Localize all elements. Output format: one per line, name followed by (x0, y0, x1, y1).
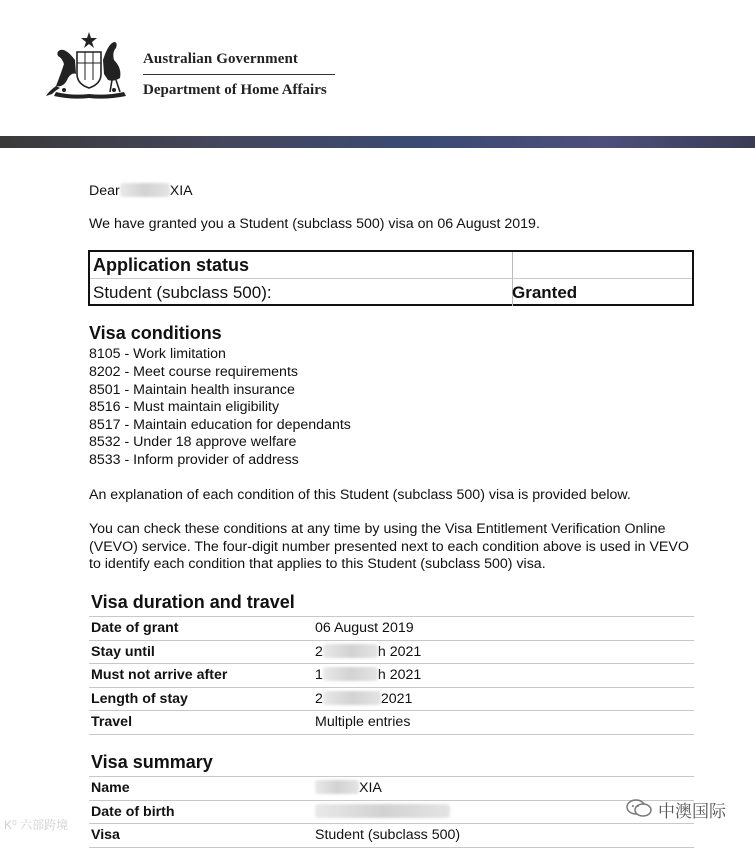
row-label: Travel (91, 714, 133, 730)
value-part: 2 (315, 643, 323, 660)
watermark-right (626, 797, 746, 819)
table-row (89, 711, 694, 735)
conditions-heading: Visa conditions (89, 323, 222, 343)
status-title: Application status (93, 255, 250, 275)
vevo-paragraph: You can check these conditions at any time by using the Visa Entitlement Verification Online (VEVO) service. The four-digit number presented next to each condition above is used in VEVO to identify each condition that applies to this Student (subclass 500) visa. (89, 521, 689, 572)
row-label: Date of birth (91, 803, 175, 820)
row-label: Visa (91, 827, 120, 843)
row-value (315, 667, 421, 683)
condition-item: 8202 - Meet course requirements (89, 364, 298, 380)
table-row (89, 824, 694, 848)
status-divider (90, 278, 692, 279)
letterhead (0, 0, 755, 136)
row-label: Must not arrive after (91, 667, 228, 683)
condition-item: 8533 - Inform provider of address (89, 452, 299, 468)
duration-heading: Visa duration and travel (91, 592, 295, 612)
condition-item: 8501 - Maintain health insurance (89, 382, 295, 398)
condition-item: 8532 - Under 18 approve welfare (89, 434, 297, 450)
department-name: Department of Home Affairs (143, 82, 327, 98)
table-row (89, 801, 694, 825)
value-part: h 2021 (377, 643, 422, 660)
summary-heading: Visa summary (91, 752, 213, 772)
row-value (315, 644, 421, 660)
greeting-name: XIA (169, 183, 193, 199)
row-value (315, 804, 450, 820)
header-divider (143, 74, 335, 75)
government-name: Australian Government (143, 51, 299, 67)
table-row (89, 688, 694, 712)
redacted-name (315, 780, 359, 794)
condition-item: 8517 - Maintain education for dependants (89, 417, 351, 433)
table-row (89, 664, 694, 688)
header-band (0, 136, 755, 148)
redacted-date (323, 644, 378, 658)
value-part: 1 (315, 667, 323, 683)
row-label: Date of grant (91, 620, 179, 636)
value-part: 2021 (380, 690, 413, 707)
redacted-dob (315, 804, 450, 818)
table-row (89, 641, 694, 665)
status-visa-type: Student (subclass 500): (93, 283, 272, 302)
row-label: Length of stay (91, 690, 188, 707)
row-label: Stay until (91, 643, 155, 660)
value-part: 2 (315, 690, 323, 707)
conditions-explanation: An explanation of each condition of this Student (subclass 500) visa is provided below. (89, 487, 631, 503)
status-value: Granted (512, 283, 578, 302)
watermark-text: 中澳国际 (658, 802, 726, 821)
duration-table (89, 616, 694, 735)
table-row (89, 776, 694, 801)
chat-bubble-icon (626, 799, 652, 817)
grant-sentence: We have granted you a Student (subclass 500) visa on 06 August 2019. (89, 216, 540, 232)
greeting (89, 183, 193, 200)
redacted-date (323, 667, 378, 681)
row-value: 06 August 2019 (315, 620, 414, 636)
application-status-table (88, 250, 694, 306)
watermark-left: K⁰ 六部跨境 (4, 818, 69, 832)
condition-item: 8105 - Work limitation (89, 346, 226, 362)
greeting-prefix: Dear (89, 183, 120, 199)
row-value (315, 691, 412, 707)
row-label: Name (91, 780, 130, 796)
value-part: XIA (359, 780, 382, 796)
table-row (89, 616, 694, 641)
coat-of-arms-icon (42, 30, 136, 102)
redacted-date (323, 691, 381, 705)
condition-item: 8516 - Must maintain eligibility (89, 399, 280, 415)
row-value (315, 780, 382, 796)
value-part: h 2021 (377, 667, 422, 683)
redacted-name (120, 183, 170, 197)
row-value: Student (subclass 500) (315, 827, 461, 843)
summary-table (89, 776, 694, 848)
row-value: Multiple entries (315, 714, 411, 730)
